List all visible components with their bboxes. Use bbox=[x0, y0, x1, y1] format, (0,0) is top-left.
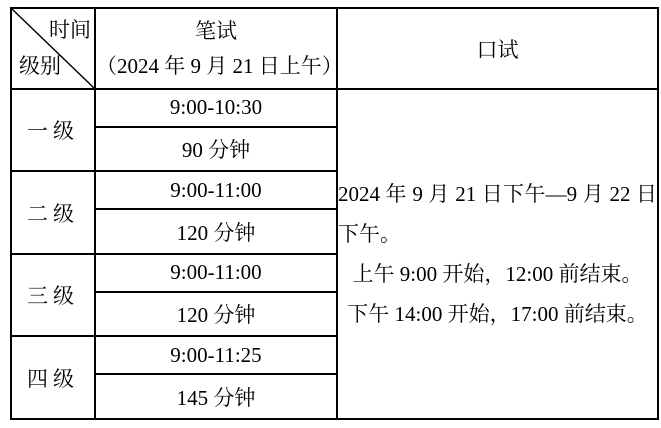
level-4-time-cell: 9:00-11:25 bbox=[95, 336, 337, 374]
header-row bbox=[11, 8, 658, 89]
exam-schedule-table bbox=[10, 7, 659, 420]
level-2-duration-cell: 120 分钟 bbox=[95, 209, 337, 254]
level-4-cell: 四级 bbox=[11, 336, 95, 419]
level-1-duration-cell: 90 分钟 bbox=[95, 127, 337, 172]
oral-morning-schedule: 上午 9:00 开始，12:00 前结束。 bbox=[352, 262, 643, 286]
written-test-title: 笔试 bbox=[195, 18, 237, 43]
oral-test-details-cell bbox=[337, 89, 658, 419]
level-1-cell: 一级 bbox=[11, 89, 95, 171]
level-3-time-cell: 9:00-11:00 bbox=[95, 254, 337, 292]
corner-label-time: 时间 bbox=[49, 18, 91, 42]
level-4-duration-cell: 145 分钟 bbox=[95, 374, 337, 419]
oral-test-header-cell: 口试 bbox=[337, 8, 658, 89]
level-3-duration-cell: 120 分钟 bbox=[95, 292, 337, 337]
level-2-cell: 二级 bbox=[11, 171, 95, 253]
oral-date-range: 2024 年 9 月 21 日下午—9 月 22 日下午。 bbox=[338, 182, 657, 246]
level-1-time-cell: 9:00-10:30 bbox=[95, 89, 337, 127]
corner-label-level: 级别 bbox=[19, 54, 61, 78]
level-2-time-cell: 9:00-11:00 bbox=[95, 171, 337, 209]
written-test-header-cell bbox=[95, 8, 343, 89]
corner-cell bbox=[11, 8, 95, 89]
level-3-cell: 三级 bbox=[11, 254, 95, 336]
table-row bbox=[11, 89, 658, 127]
oral-afternoon-schedule: 下午 14:00 开始，17:00 前结束。 bbox=[347, 302, 648, 326]
written-test-date: （2024 年 9 月 21 日上午） bbox=[96, 53, 343, 78]
